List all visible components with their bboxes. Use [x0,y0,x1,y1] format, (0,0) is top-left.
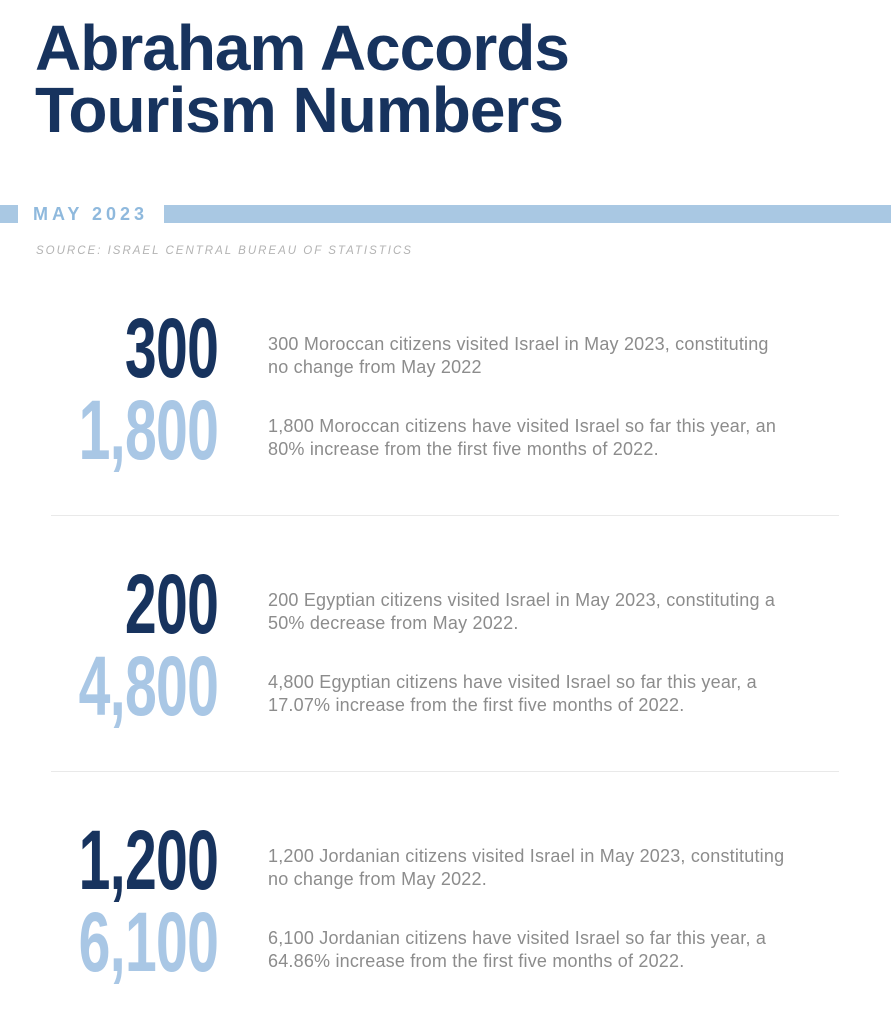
stat-section-egypt [0,557,891,733]
stat-row [0,383,891,477]
stat-value-text: 200 [124,557,218,651]
stat-description: 6,100 Jordanian citizens have visited Israel so far this year, a 64.86% increase from the first five months of 2022. [268,928,767,971]
section-divider [51,515,839,516]
stat-description: 1,200 Jordanian citizens visited Israel in May 2023, constituting no change from May 2022. [268,846,785,889]
stat-row [0,301,891,395]
stat-value-monthly [0,301,218,395]
stat-section-morocco [0,301,891,477]
stats-list [0,301,891,989]
source-attribution: SOURCE: ISRAEL CENTRAL BUREAU OF STATISTICS [36,245,413,257]
banner-date-label: MAY 2023 [33,203,149,224]
page-title-line-2: Tourism Numbers [35,74,563,146]
stat-row [0,639,891,733]
banner-left-bar [0,205,18,223]
stat-description: 300 Moroccan citizens visited Israel in May 2023, constituting no change from May 2022 [268,334,769,377]
stat-section-jordan [0,813,891,989]
stat-value-ytd [0,639,218,733]
page-title [35,12,891,146]
page-title-line-1: Abraham Accords [35,12,569,84]
stat-value-monthly [0,813,218,907]
stat-description: 200 Egyptian citizens visited Israel in May 2023, constituting a 50% decrease from May 2022. [268,590,776,633]
stat-value-text: 6,100 [78,895,218,989]
stat-value-text: 1,200 [78,813,218,907]
stat-value-ytd [0,895,218,989]
stat-value-text: 300 [124,301,218,395]
stat-description: 1,800 Moroccan citizens have visited Israel so far this year, an 80% increase from the first five months of 2022. [268,416,777,459]
banner-right-bar [164,205,891,223]
stat-row [0,813,891,907]
stat-description: 4,800 Egyptian citizens have visited Israel so far this year, a 17.07% increase from the first five months of 2022. [268,672,757,715]
stat-value-text: 4,800 [78,639,218,733]
stat-row [0,557,891,651]
date-banner [0,205,891,223]
stat-value-text: 1,800 [78,383,218,477]
stat-value-monthly [0,557,218,651]
section-divider [51,771,839,772]
stat-value-ytd [0,383,218,477]
stat-row [0,895,891,989]
